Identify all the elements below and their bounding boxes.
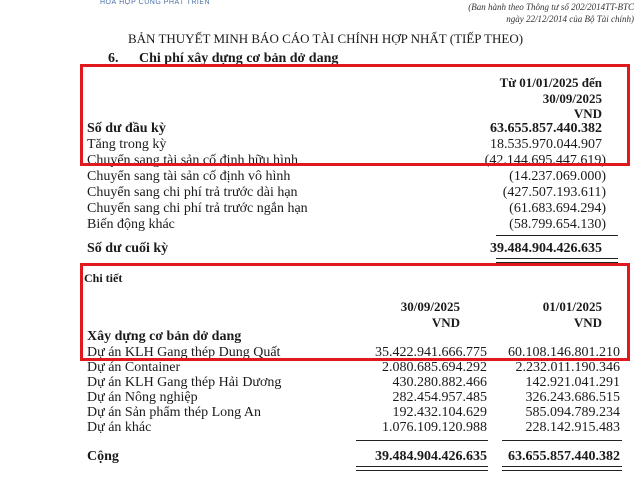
detail-row-value-jan: 228.142.915.483 [525,420,620,435]
detail-group-label: Xây dựng cơ bản dở dang [87,329,242,344]
movement-row-label: Biến động khác [87,217,175,232]
movement-row-value: (427.507.193.611) [502,185,606,200]
subtotal-rule [496,235,618,236]
movement-row-value: 63.655.857.440.382 [490,121,602,136]
detail-subtotal-rule-sep [356,440,488,441]
movement-row-value: 18.535.970.044.907 [490,137,602,152]
detail-col1-currency: VND [431,315,460,330]
detail-total-value-jan: 63.655.857.440.382 [508,449,620,464]
detail-row-value-sep: 192.432.104.629 [392,405,487,420]
movement-row-value: (61.683.694.294) [509,201,606,216]
detail-row-value-jan: 2.232.011.190.346 [515,360,620,375]
detail-row-label: Dự án Nông nghiệp [87,390,198,405]
detail-row-value-sep: 2.080.685.694.292 [382,360,487,375]
closing-balance-value: 39.484.904.426.635 [490,241,602,256]
movement-row-value: (58.799.654.130) [509,217,606,232]
detail-row-value-sep: 282.454.957.485 [392,390,487,405]
period-header-currency: VND [573,106,602,121]
highlight-box-detail [80,263,630,361]
detail-row-value-sep: 430.280.882.466 [392,375,487,390]
detail-subtotal-rule-jan [502,440,622,441]
regulation-note-line2: ngày 22/12/2014 của Bộ Tài chính) [506,14,634,24]
detail-col2-currency: VND [573,315,602,330]
detail-row-label: Dự án KLH Gang thép Hải Dương [87,375,282,390]
detail-col2-date: 01/01/2025 [542,299,602,314]
detail-row-value-jan: 326.243.686.515 [525,390,620,405]
detail-row-value-sep: 1.076.109.120.988 [382,420,487,435]
detail-total-double-rule-sep [356,466,488,471]
section-title: Chi phí xây dựng cơ bản dở dang [139,51,339,66]
detail-title: Chi tiết [84,271,123,285]
detail-row-label: Dự án KLH Gang thép Dung Quất [87,345,281,360]
movement-row-label: Chuyển sang chi phí trả trước dài hạn [87,185,298,200]
movement-row-value: (42.144.695.447.619) [484,153,606,168]
movement-row-label: Chuyển sang tài sản cố định hữu hình [87,153,298,168]
highlight-box-movement [80,64,630,166]
company-logo-text: HOÀ HỢP CÙNG PHÁT TRIỂN [100,0,211,6]
period-header-line1: Từ 01/01/2025 đến [499,75,602,90]
closing-balance-label: Số dư cuối kỳ [87,241,169,256]
regulation-note-line1: (Ban hành theo Thông tư số 202/2014TT-BTC [468,2,634,12]
detail-row-value-jan: 585.094.789.234 [525,405,620,420]
movement-row-value: (14.237.069.000) [509,169,606,184]
detail-total-value-sep: 39.484.904.426.635 [375,449,487,464]
detail-row-label: Dự án Sản phẩm thép Long An [87,405,262,420]
section-number: 6. [108,51,119,66]
detail-col1-date: 30/09/2025 [400,299,460,314]
detail-row-value-jan: 60.108.146.801.210 [508,345,620,360]
detail-row-value-sep: 35.422.941.666.775 [375,345,487,360]
detail-row-label: Dự án khác [87,420,152,435]
document-title: BẢN THUYẾT MINH BÁO CÁO TÀI CHÍNH HỢP NHẤT (TIẾP THEO) [128,31,524,46]
period-header-line2: 30/09/2025 [542,91,602,106]
movement-row-label: Số dư đầu kỳ [87,121,166,136]
detail-row-label: Dự án Container [87,360,181,375]
detail-row-value-jan: 142.921.041.291 [525,375,620,390]
detail-total-label: Cộng [87,449,119,464]
movement-row-label: Chuyển sang chi phí trả trước ngắn hạn [87,201,308,216]
movement-row-label: Chuyển sang tài sản cố định vô hình [87,169,291,184]
movement-row-label: Tăng trong kỳ [87,137,167,152]
detail-total-double-rule-jan [502,466,622,471]
